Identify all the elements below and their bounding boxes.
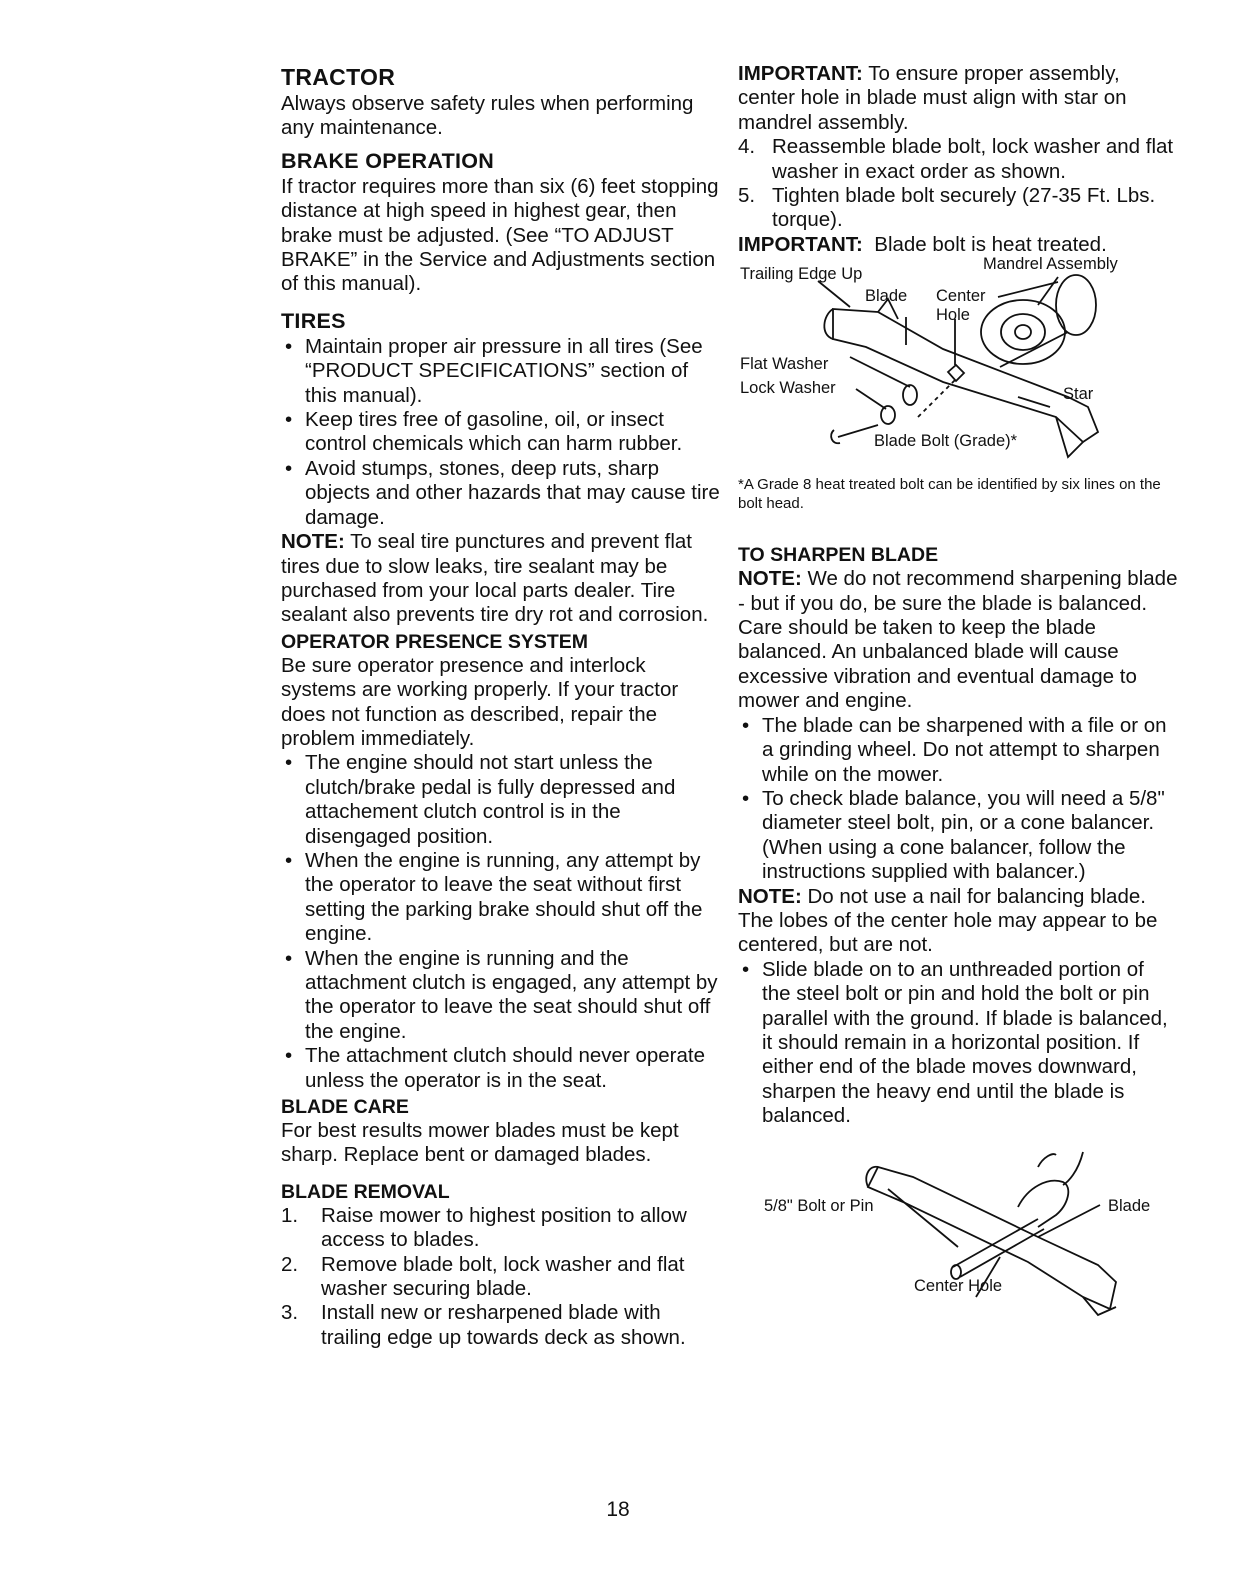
important-assembly: IMPORTANT: To ensure proper assembly, center hole in blade must align with star on mandrel assembly. xyxy=(738,62,1127,134)
section-title-tires: TIRES xyxy=(281,308,346,333)
label-lock-washer: Lock Washer xyxy=(740,379,836,398)
list-item: 3. Install new or resharpened blade with trailing edge up towards deck as shown. xyxy=(281,1301,686,1349)
note-label: NOTE: xyxy=(281,530,345,554)
list-item: • The engine should not start unless the clutch/brake pedal is fully depressed and attachement clutch control is in the disengaged position. xyxy=(285,751,676,848)
list-item: 2. Remove blade bolt, lock washer and flat washer securing blade. xyxy=(281,1252,685,1301)
sharpen-note: NOTE: We do not recommend sharpening blade - but if you do, be sure the blade is balanced. xyxy=(738,567,1178,615)
list-item: 4. Reassemble blade bolt, lock washer and flat washer in exact order as shown. xyxy=(738,135,1174,183)
note-label: NOTE: xyxy=(738,884,802,908)
section-title-blade-care: BLADE CARE xyxy=(281,1096,409,1119)
bullet-icon: • xyxy=(285,848,293,872)
grade-footnote: *A Grade 8 heat treated bolt can be identified by six lines on the bolt head. xyxy=(738,476,1161,513)
label-blade: Blade xyxy=(1108,1196,1151,1215)
right-column xyxy=(738,62,1178,1327)
tires-list xyxy=(281,335,725,530)
section-title-tractor: TRACTOR xyxy=(281,64,396,90)
tires-note: NOTE: To seal tire punctures and prevent flat tires due to slow leaks, tire sealant may be purchased from your local parts dealer. Tire sealant also prevents tire dry rot and corrosion. xyxy=(281,530,709,627)
blade-balance-illustration xyxy=(738,1147,1178,1327)
list-item: 1. Raise mower to highest position to allow access to blades. xyxy=(281,1203,687,1252)
label-mandrel-assembly: Mandrel Assembly xyxy=(983,255,1118,274)
list-item: • When the engine is running, any attempt by the operator to leave the seat without first setting the parking brake should shut off the engine. xyxy=(285,848,703,946)
bullet-icon: • xyxy=(285,751,293,775)
label-star: Star xyxy=(1063,385,1094,404)
label-trailing-edge: Trailing Edge Up xyxy=(740,265,863,284)
blade-assembly-diagram xyxy=(738,257,1178,471)
list-item: • Avoid stumps, stones, deep ruts, sharp objects and other hazards that may cause tire damage. xyxy=(285,456,720,529)
label-bolt-or-pin: 5/8" Bolt or Pin xyxy=(764,1196,874,1215)
bullet-icon: • xyxy=(742,957,750,981)
list-item: • To check blade balance, you will need a 5/8" diameter steel bolt, pin, or a cone balancer. (When using a cone balancer, follow the instructions supplied with balancer.) xyxy=(742,786,1165,884)
balance-note: NOTE: Do not use a nail for balancing blade. The lobes of the center hole may appear to be centered, but are not. xyxy=(738,884,1158,957)
label-blade: Blade xyxy=(865,287,908,306)
bullet-icon: • xyxy=(742,786,750,810)
bullet-icon: • xyxy=(742,713,750,737)
list-item: • The blade can be sharpened with a file or on a grinding wheel. Do not attempt to sharpen while on the mower. xyxy=(742,713,1167,786)
label-blade-bolt: Blade Bolt (Grade)* xyxy=(874,432,1018,451)
list-item: • Slide blade on to an unthreaded portion of the steel bolt or pin and hold the bolt or pin parallel with the ground. If blade is balanced, it should remain in a horizontal position. If either end of the blade moves downward, sharpen the heavy end until the blade is balanced. xyxy=(742,957,1168,1128)
section-title-blade-removal: BLADE REMOVAL xyxy=(281,1180,450,1203)
bullet-icon: • xyxy=(285,334,293,358)
label-center: Center xyxy=(936,287,986,306)
label-hole: Hole xyxy=(936,306,970,325)
list-item: • Maintain proper air pressure in all tires (See “PRODUCT SPECIFICATIONS” section of this manual). xyxy=(285,334,703,407)
tractor-text: Always observe safety rules when performing any maintenance. xyxy=(281,92,694,140)
list-item: 5. Tighten blade bolt securely (27-35 Ft. Lbs. torque). xyxy=(738,184,1156,232)
list-item: • When the engine is running and the attachment clutch is engaged, any attempt by the operator to leave the seat should shut off the engine. xyxy=(285,946,718,1043)
sharpen-text: Care should be taken to keep the blade balanced. An unbalanced blade will cause excessive vibration and eventual damage to mower and engine. xyxy=(738,616,1137,713)
blade-balance-diagram xyxy=(738,1147,1178,1327)
label-flat-washer: Flat Washer xyxy=(740,355,829,374)
bullet-icon: • xyxy=(285,1044,293,1068)
assembly-steps xyxy=(738,135,1178,233)
section-title-sharpen-blade: TO SHARPEN BLADE xyxy=(738,544,939,567)
label-center-hole: Center Hole xyxy=(914,1276,1003,1295)
bullet-icon: • xyxy=(285,456,293,480)
ops-list xyxy=(281,751,725,1093)
left-column xyxy=(281,62,725,1350)
important-label: IMPORTANT: xyxy=(738,232,863,256)
important-label: IMPORTANT: xyxy=(738,62,863,85)
list-item: • Keep tires free of gasoline, oil, or insect control chemicals which can harm rubber. xyxy=(285,408,683,456)
section-title-brake-operation: BRAKE OPERATION xyxy=(281,148,495,173)
note-label: NOTE: xyxy=(738,567,802,591)
brake-text: If tractor requires more than six (6) feet stopping distance at high speed in highest gear, then brake must be adjusted. (See “TO ADJUST BRAKE” in the Service and Adjustments section of this manual). xyxy=(281,174,719,296)
important-heat-treated: IMPORTANT: Blade bolt is heat treated. xyxy=(738,232,1107,256)
list-item: • The attachment clutch should never operate unless the operator is in the seat. xyxy=(285,1044,705,1092)
bullet-icon: • xyxy=(285,946,293,970)
blade-care-text: For best results mower blades must be kept sharp. Replace bent or damaged blades. xyxy=(281,1119,679,1167)
sharpen-list xyxy=(738,714,1178,885)
blade-removal-steps xyxy=(281,1204,725,1350)
ops-text: Be sure operator presence and interlock systems are working properly. If your tractor does not function as described, repair the problem immediately. xyxy=(281,653,679,750)
page-number: 18 xyxy=(606,1498,630,1521)
balance-list xyxy=(738,958,1178,1129)
section-title-operator-presence: OPERATOR PRESENCE SYSTEM xyxy=(281,630,589,653)
bullet-icon: • xyxy=(285,408,293,432)
